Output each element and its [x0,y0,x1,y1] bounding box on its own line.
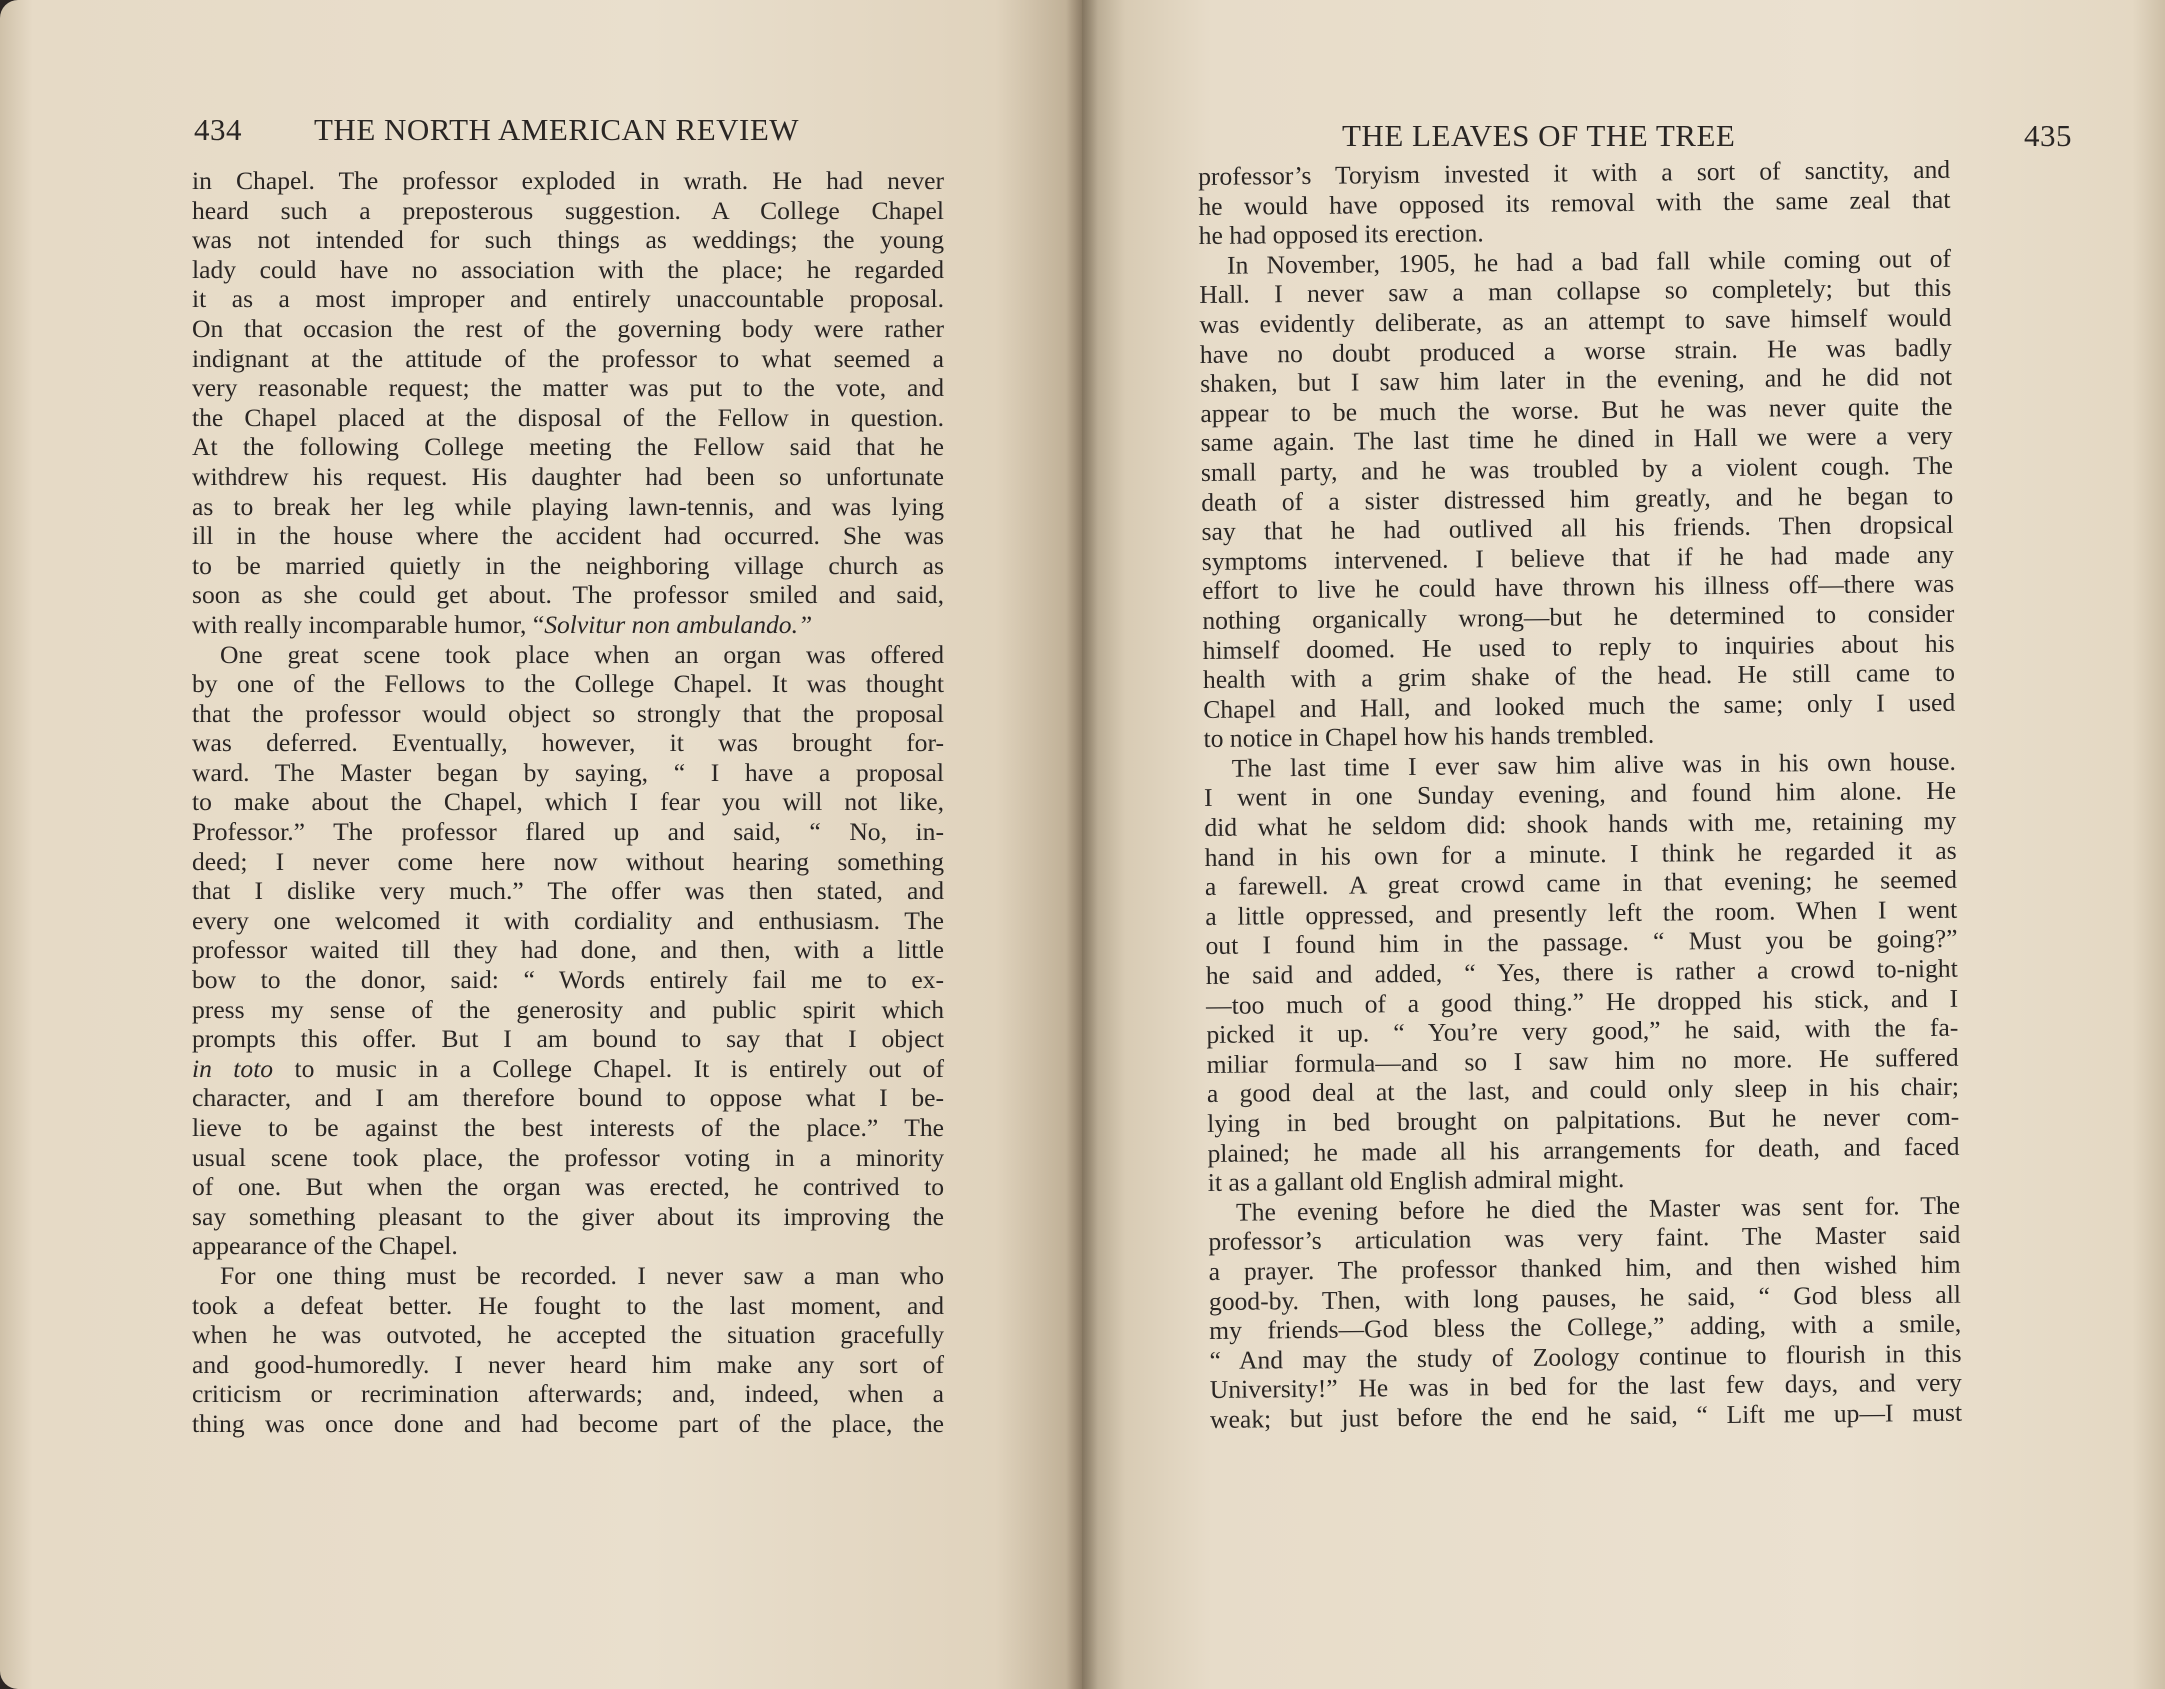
text-line: a good deal at the last, and could only sleep in his chair; [1206,1072,1960,1109]
text-line: my friends—God bless the College,” adding, with a smile, [1209,1308,1962,1346]
text-line: that I dislike very much.” The offer was then stated, and [192,876,944,906]
text-line: withdrew his request. His daughter had been so unfortunate [192,461,944,491]
text-line: nothing organically wrong—but he determined to consider [1202,598,1955,635]
text-line: One great scene took place when an organ was offered [220,639,944,669]
text-line: Hall. I never saw a man collapse so completely; but this [1199,273,1952,310]
text-line: soon as she could get about. The professor smiled and said, [192,580,944,610]
text-line: thing was once done and had become part of the place, the [192,1408,944,1438]
text-line: effort to live he could have thrown his illness off—there was [1201,569,1955,606]
left-page-number: 434 [194,112,242,147]
text-line: when he was outvoted, he accepted the situation gracefully [192,1320,944,1350]
text-line: On that occasion the rest of the governing body were rather [192,313,944,343]
text-line: did what he seldom did: shook hands with me, retaining my [1204,805,1957,843]
text-line: by one of the Fellows to the College Chapel. It was thought [192,669,944,699]
right-running-head: THE LEAVES OF THE TREE [1342,118,1736,153]
text-line: ill in the house where the accident had occurred. She was [192,521,944,551]
text-line: was deferred. Eventually, however, it was brought for- [192,728,944,758]
text-line: University!” He was in bed for the last few days, and very [1209,1368,1962,1405]
text-line: lady could have no association with the place; he regarded [192,254,944,284]
book-gutter [1066,0,1098,1689]
text-line: hand in his own for a minute. I think he regarded it as [1204,835,1957,872]
text-line: appear to be much the worse. But he was never quite the [1200,391,1953,428]
text-line: good-by. Then, with long pauses, he said, “ God bless all [1208,1279,1962,1316]
text-line: to be married quietly in the neighboring village church as [192,550,944,580]
text-line: he said and added, “ Yes, there is rather a crowd to-night [1205,953,1958,990]
text-line: usual scene took place, the professor voting in a minority [192,1142,944,1172]
text-line: lying in bed brought on palpitations. But he never com- [1207,1101,1960,1138]
left-running-head: THE NORTH AMERICAN REVIEW [314,112,800,147]
text-line: say that he had outlived all his friends. Then dropsical [1201,509,1954,547]
text-line: himself doomed. He used to reply to inquiries about his [1202,628,1955,665]
text-line: same again. The last time he dined in Hall we were a very [1200,421,1953,458]
text-line: it as a gallant old English admiral might. [1207,1164,1625,1198]
text-line: “ And may the study of Zoology continue to flourish in this [1209,1338,1962,1375]
text-line: was evidently deliberate, as an attempt to save himself would [1199,302,1952,339]
left-running-header [194,112,942,148]
text-line: criticism or recrimination afterwards; and, indeed, when a [192,1379,944,1409]
text-line: miliar formula—and so I saw him no more. He suffered [1206,1042,1959,1079]
text-line: character, and I am therefore bound to oppose what I be- [192,1083,944,1113]
text-line: deed; I never come here now without hearing something [192,846,944,876]
text-line: ward. The Master began by saying, “ I have a proposal [192,757,944,787]
text-line: to notice in Chapel how his hands trembled. [1203,719,1655,754]
text-line: Chapel and Hall, and looked much the same; only I used [1203,687,1956,724]
text-line: that the professor would object so strongly that the proposal [192,698,944,728]
text-line: heard such a preposterous suggestion. A College Chapel [192,195,944,225]
text-line: weak; but just before the end he said, “ Lift me up—I must [1209,1397,1963,1434]
text-line: say something pleasant to the giver about its improving the [192,1201,944,1231]
text-line: took a defeat better. He fought to the last moment, and [192,1290,944,1320]
text-line: At the following College meeting the Fellow said that he [192,432,944,462]
text-line: small party, and he was troubled by a violent cough. The [1200,450,1954,487]
text-line: in Chapel. The professor exploded in wrath. He had never [192,166,944,195]
text-line: of one. But when the organ was erected, he contrived to [192,1172,944,1202]
text-line: bow to the donor, said: “ Words entirely fail me to ex- [192,965,944,995]
text-line: —too much of a good thing.” He dropped his stick, and I [1205,983,1959,1020]
right-page-number: 435 [2024,118,2072,153]
text-line: prompts this offer. But I am bound to say that I object [192,1024,944,1054]
text-line: For one thing must be recorded. I never saw a man who [220,1260,944,1290]
text-line: he had opposed its erection. [1198,218,1484,251]
text-line: it as a most improper and entirely unaccountable proposal. [192,284,944,314]
text-line: a little oppressed, and presently left the room. When I went [1205,894,1958,931]
right-body-text [1198,155,1962,1435]
italic-phrase: in toto [192,1053,274,1083]
text-line: was not intended for such things as weddings; the young [192,225,944,255]
text-line: symptoms intervened. I believe that if he had made any [1201,539,1954,576]
right-running-header [1342,118,2072,154]
text-line: lieve to be against the best interests of the place.” The [192,1113,944,1142]
text-line: every one welcomed it with cordiality and enthusiasm. The [192,905,944,935]
text-line: out I found him in the passage. “ Must you be going?” [1205,924,1958,961]
text-line: to make about the Chapel, which I fear you will not like, [192,787,944,817]
text-line: I went in one Sunday evening, and found him alone. He [1203,776,1957,813]
text-line: Professor.” The professor flared up and said, “ No, in- [192,817,944,847]
text-line: plained; he made all his arrangements for death, and faced [1207,1131,1960,1168]
text-line: to music in a College Chapel. It is entirely out of [273,1053,944,1083]
text-line: professor’s Toryism invested it with a sort of sanctity, and [1198,154,1951,191]
text-line: and good-humoredly. I never heard him make any sort of [192,1349,944,1379]
text-line: The last time I ever saw him alive was in his own house. [1231,746,1956,783]
left-page [0,0,1082,1689]
italic-quote: Solvitur non ambulando.” [544,609,813,639]
text-line: picked it up. “ You’re very good,” he said, with the fa- [1206,1012,1959,1050]
text-line: professor waited till they had done, and then, with a little [192,935,944,965]
text-line: In November, 1905, he had a bad fall while coming out of [1226,243,1952,280]
left-body-text [192,166,944,1439]
text-line: press my sense of the generosity and public spirit which [192,994,944,1024]
text-line: shaken, but I saw him later in the evening, and he did not [1199,361,1953,399]
text-line: health with a grim shake of the head. He still came to [1202,657,1956,695]
text-line: he would have opposed its removal with the same zeal that [1198,184,1951,221]
text-line: as to break her leg while playing lawn-tennis, and was lying [192,491,944,521]
text-line: appearance of the Chapel. [192,1231,458,1261]
text-line: professor’s articulation was very faint. The Master said [1208,1220,1961,1257]
text-line: have no doubt produced a worse strain. He was badly [1199,332,1952,369]
text-line: the Chapel placed at the disposal of the Fellow in question. [192,402,944,432]
text-line: death of a sister distressed him greatly, and he began to [1201,480,1954,517]
right-page [1082,0,2165,1689]
text-line: with really incomparable humor, “ [192,609,545,639]
text-line: indignant at the attitude of the professor to what seemed a [192,343,944,373]
text-line-with-italic [192,1054,944,1084]
text-line: very reasonable request; the matter was put to the vote, and [192,373,944,403]
text-line: a prayer. The professor thanked him, and then wished him [1208,1249,1961,1286]
text-line: The evening before he died the Master was sent for. The [1235,1190,1961,1227]
text-line-with-italic [192,610,944,640]
text-line: a farewell. A great crowd came in that evening; he seemed [1204,864,1958,902]
